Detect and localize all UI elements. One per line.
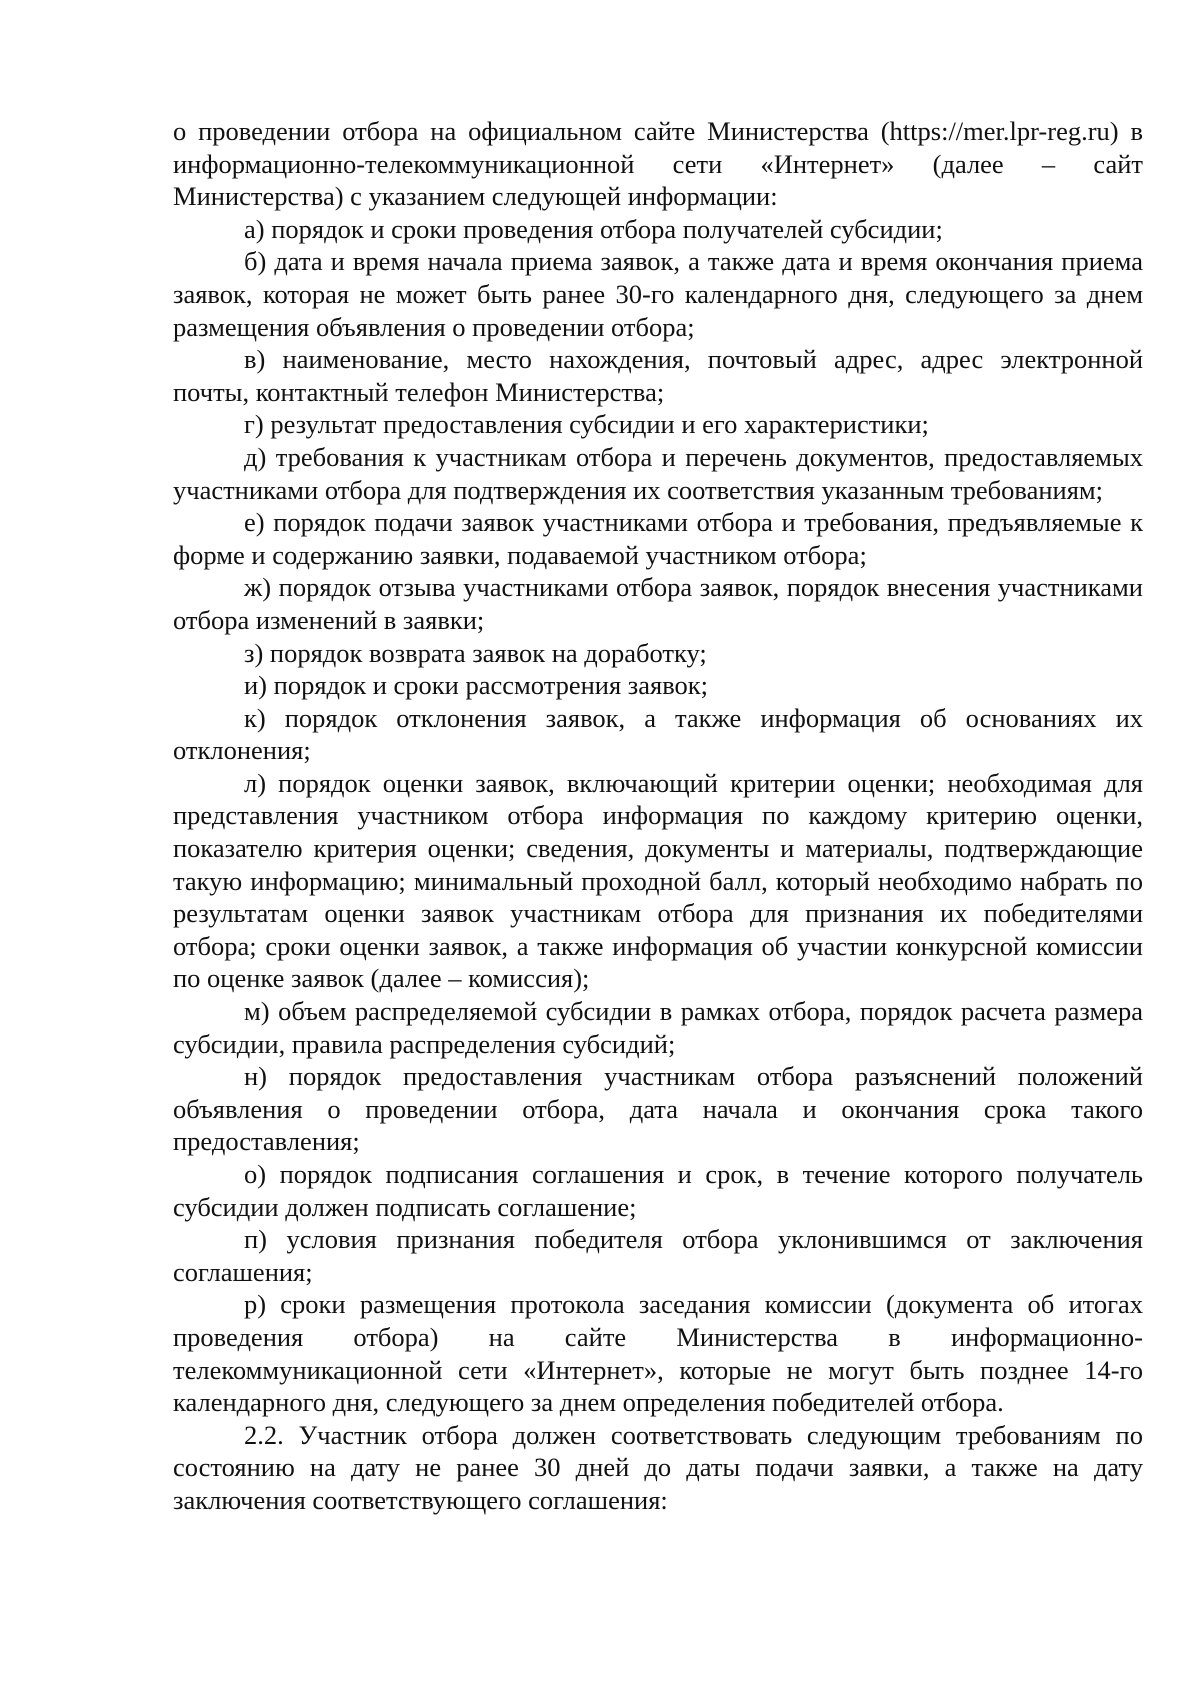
list-item-i: и) порядок и сроки рассмотрения заявок;	[244, 670, 709, 701]
document-body	[173, 115, 1143, 1517]
list-item-v: в) наименование, место нахождения, почтовый адрес, адрес электронной почты, контактный телефон Министерства;	[173, 344, 1143, 407]
list-item-d: д) требования к участникам отбора и перечень документов, предоставляемых участниками отбора для подтверждения их соответствия указанным требованиям;	[173, 441, 1143, 505]
paragraph-intro: о проведении отбора на официальном сайте Министерства (https://mer.lpr-reg.ru) в информационно-телекоммуникационной сети «Интернет» (далее – сайт Министерства) с указанием следующей информации:	[173, 116, 1143, 212]
list-item-m: м) объем распределяемой субсидии в рамках отбора, порядок расчета размера субсидии, правила распределения субсидий;	[173, 996, 1143, 1059]
list-item-z: з) порядок возврата заявок на доработку;	[244, 637, 707, 668]
list-item-g: г) результат предоставления субсидии и его характеристики;	[244, 409, 929, 440]
list-item-r: р) сроки размещения протокола заседания комиссии (документа об итогах проведения отбора) на сайте Министерства в информационно-телекоммуникационной сети «Интернет», которые не могут быть позднее 14-го календарного дня, следующего за днем определения победителей отбора.	[173, 1289, 1143, 1418]
list-item-o: о) порядок подписания соглашения и срок, в течение которого получатель субсидии должен подписать соглашение;	[173, 1159, 1143, 1222]
paragraph-2-2: 2.2. Участник отбора должен соответствовать следующим требованиям по состоянию на дату не ранее 30 дней до даты подачи заявки, а также на дату заключения соответствующего соглашения:	[173, 1419, 1143, 1515]
list-item-n: н) порядок предоставления участникам отбора разъяснений положений объявления о проведении отбора, дата начала и окончания срока такого предоставления;	[173, 1061, 1143, 1157]
list-item-l: л) порядок оценки заявок, включающий критерии оценки; необходимая для представления участником отбора информация по каждому критерию оценки, показателю критерия оценки; сведения, документы и материалы, подтверждающие такую информацию; минимальный проходной балл, который необходимо набрать по результатам оценки заявок участникам отбора для признания их победителями отбора; сроки оценки заявок, а также информация об участии конкурсной комиссии по оценке заявок (далее – комиссия);	[173, 767, 1143, 994]
list-item-p: п) условия признания победителя отбора уклонившимся от заключения соглашения;	[173, 1224, 1143, 1287]
list-item-e: е) порядок подачи заявок участниками отбора и требования, предъявляемые к форме и содержанию заявки, подаваемой участником отбора;	[173, 507, 1143, 570]
list-item-b: б) дата и время начала приема заявок, а также дата и время окончания приема заявок, которая не может быть ранее 30-го календарного дня, следующего за днем размещения объявления о проведении отбора;	[173, 246, 1143, 342]
list-item-a: а) порядок и сроки проведения отбора получателей субсидии;	[244, 213, 943, 244]
list-item-k: к) порядок отклонения заявок, а также информация об основаниях их отклонения;	[173, 702, 1143, 766]
list-item-zh: ж) порядок отзыва участниками отбора заявок, порядок внесения участниками отбора изменений в заявки;	[173, 572, 1143, 635]
